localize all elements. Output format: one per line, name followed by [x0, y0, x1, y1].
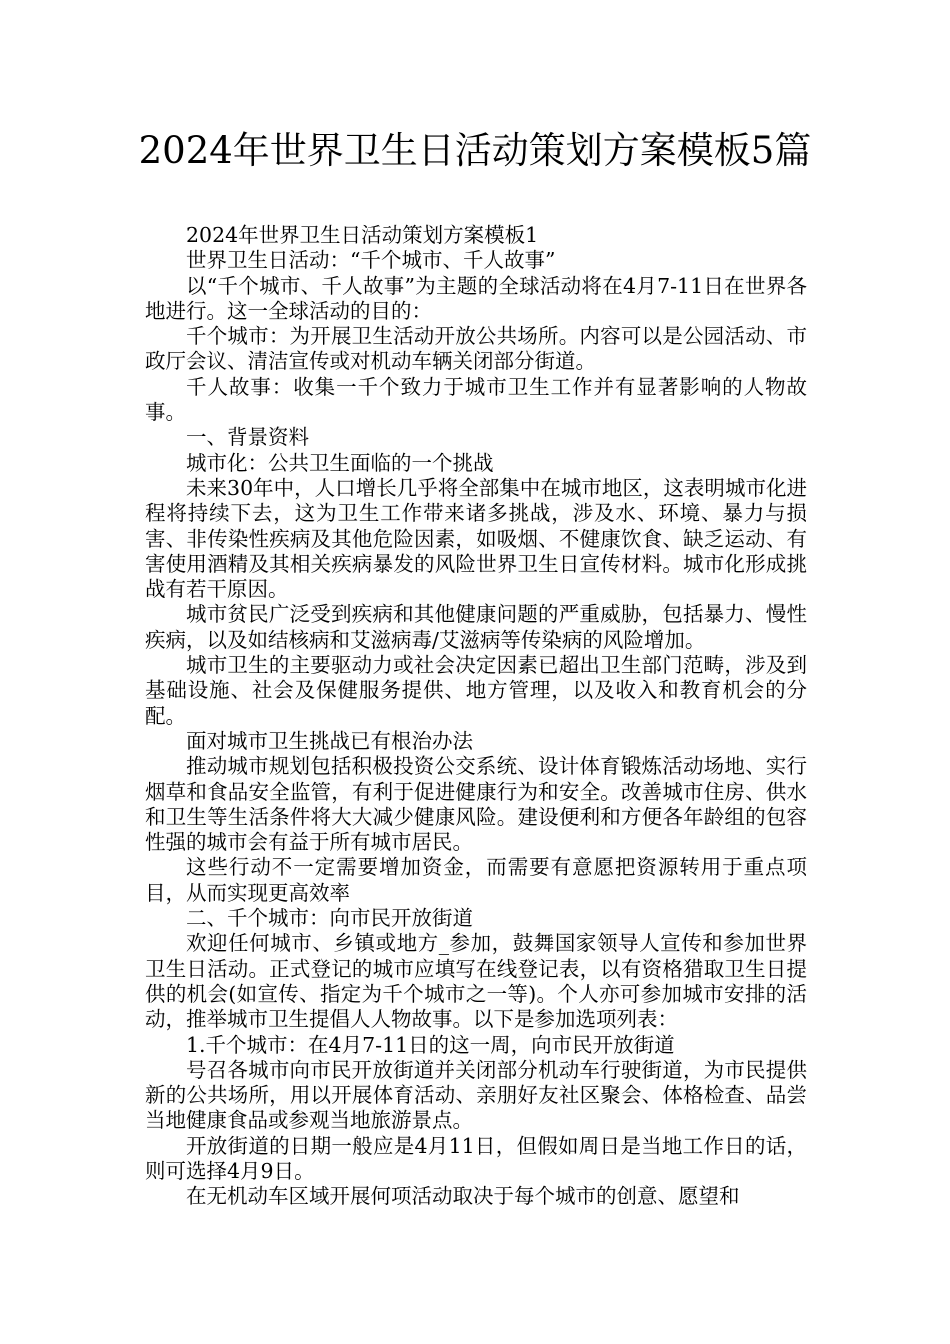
- subsection-heading: 城市化：公共卫生面临的一个挑战: [186, 450, 494, 475]
- document-title: 2024年世界卫生日活动策划方案模板5篇: [138, 129, 812, 172]
- paragraph: 在无机动车区域开展何项活动取决于每个城市的创意、愿望和: [186, 1184, 740, 1209]
- document-body: [145, 223, 807, 1210]
- list-item-heading: 1.千个城市：在4月7-11日的这一周，向市民开放街道: [186, 1032, 675, 1057]
- paragraph: 欢迎任何城市、乡镇或地方_参加，鼓舞国家领导人宣传和参加世界卫生日活动。正式登记的城市应填写在线登记表，以有资格猎取卫生日提供的机会(如宣传、指定为千个城市之一等)。个人亦可参加城市安排的活动，推举城市卫生提倡人人物故事。以下是参加选项列表：: [145, 931, 807, 1032]
- paragraph: 这些行动不一定需要增加资金，而需要有意愿把资源转用于重点项目，从而实现更高效率: [145, 855, 807, 905]
- paragraph: 千人故事：收集一千个致力于城市卫生工作并有显著影响的人物故事。: [145, 374, 807, 425]
- section-heading: 2024年世界卫生日活动策划方案模板1: [186, 223, 539, 247]
- paragraph: 推动城市规划包括积极投资公交系统、设计体育锻炼活动场地、实行烟草和食品安全监管，有利于促进健康行为和安全。改善城市住房、供水和卫生等生活条件将大大减少健康风险。建设便利和方便各年龄组的包容性强的城市会有益于所有城市居民。: [145, 754, 807, 855]
- paragraph: 以“千个城市、千人故事”为主题的全球活动将在4月7-11日在世界各地进行。这一全球活动的目的：: [145, 273, 807, 323]
- paragraph: 号召各城市向市民开放街道并关闭部分机动车行驶街道，为市民提供新的公共场所，用以开展体育活动、亲朋好友社区聚会、体格检查、品尝当地健康食品或参观当地旅游景点。: [145, 1057, 807, 1133]
- activity-heading: 世界卫生日活动：“千个城市、千人故事”: [186, 248, 556, 273]
- subsection-heading: 二、千个城市：向市民开放街道: [186, 906, 473, 931]
- paragraph: 开放街道的日期一般应是4月11日，但假如周日是当地工作日的话，则可选择4月9日。: [145, 1133, 807, 1183]
- subsection-heading: 面对城市卫生挑战已有根治办法: [186, 728, 473, 753]
- paragraph: 未来30年中，人口增长几乎将全部集中在城市地区，这表明城市化进程将持续下去，这为卫生工作带来诸多挑战，涉及水、环境、暴力与损害、非传染性疾病及其他危险因素，如吸烟、不健康饮食、缺乏运动、有害使用酒精及其相关疾病暴发的风险世界卫生日宣传材料。城市化形成挑战有若干原因。: [145, 475, 807, 602]
- subsection-heading: 一、背景资料: [186, 425, 309, 450]
- paragraph: 千个城市：为开展卫生活动开放公共场所。内容可以是公园活动、市政厅会议、清洁宣传或对机动车辆关闭部分街道。: [145, 324, 807, 374]
- paragraph: 城市卫生的主要驱动力或社会决定因素已超出卫生部门范畴，涉及到基础设施、社会及保健服务提供、地方管理，以及收入和教育机会的分配。: [145, 653, 807, 728]
- paragraph: 城市贫民广泛受到疾病和其他健康问题的严重威胁，包括暴力、慢性疾病，以及如结核病和艾滋病毒/艾滋病等传染病的风险增加。: [145, 602, 807, 652]
